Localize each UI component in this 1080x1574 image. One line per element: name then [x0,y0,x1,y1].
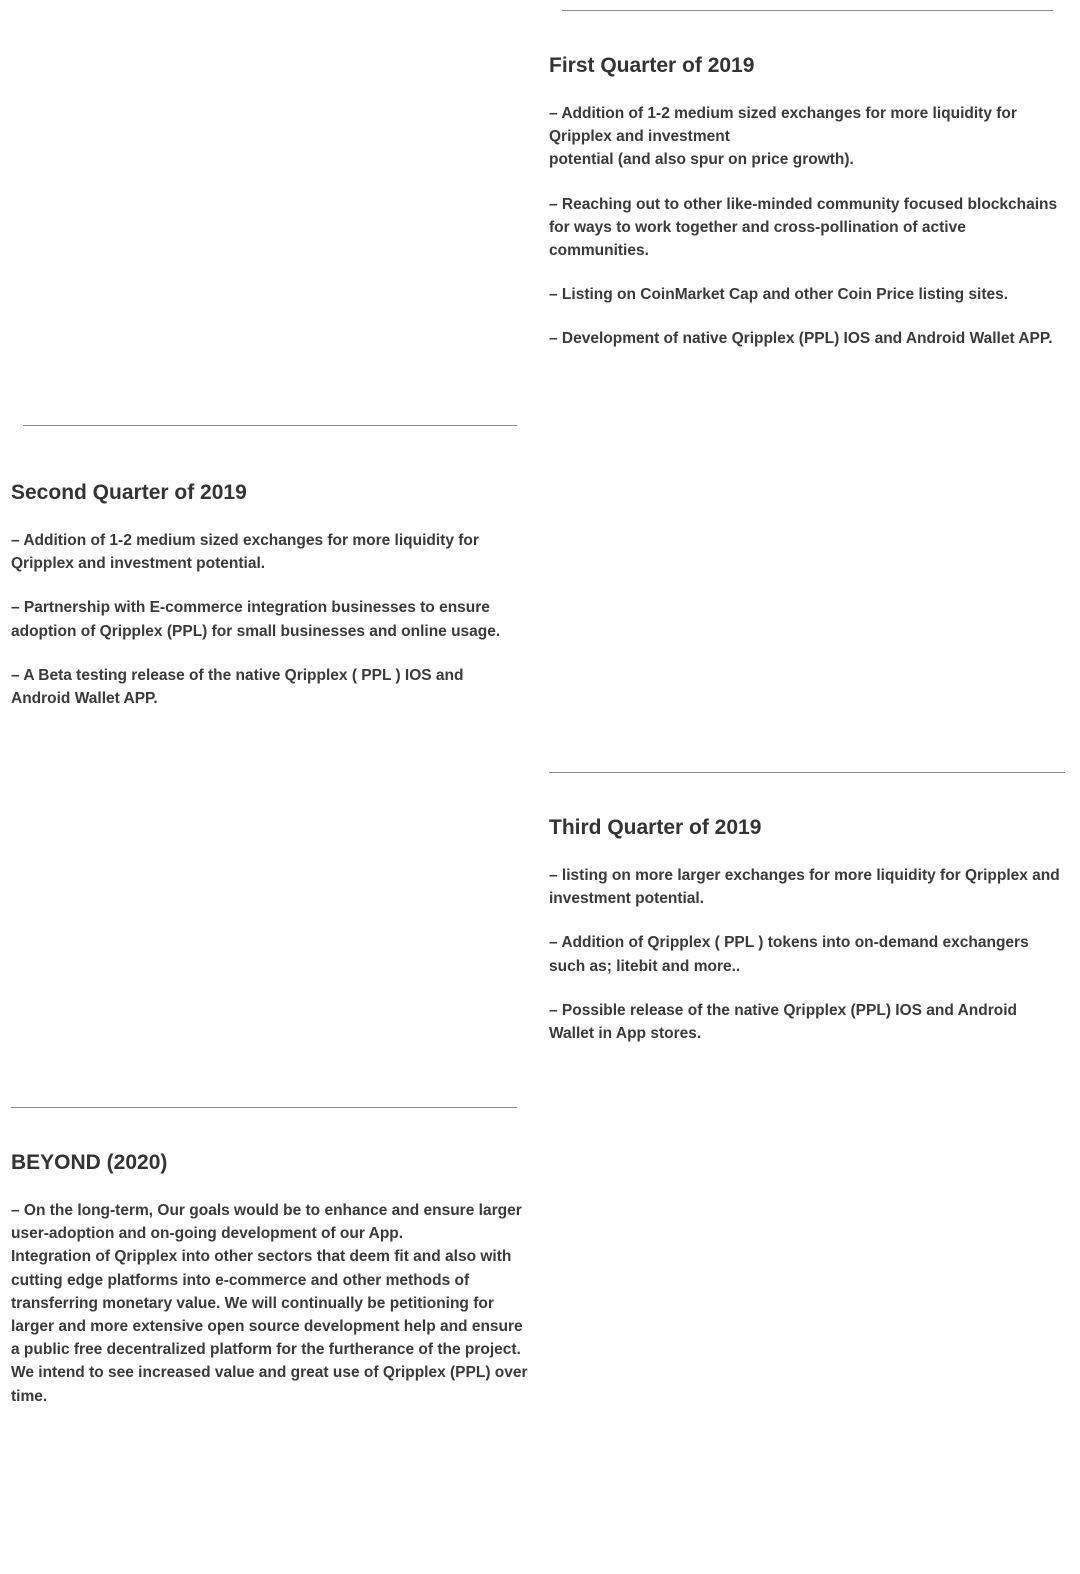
q2-item: – Partnership with E-commerce integration businesses to ensure adoption of Qripplex (PPL) for small businesses and online usage. [11,599,501,640]
q2-divider [23,425,517,426]
beyond-item: – On the long-term, Our goals would be to enhance and ensure larger user-adoption and on-going development of our App. Integration of Qripplex into other sectors that deem fit and also with cutting edge platforms into e-commerce and other methods of transferring monetary value. We will continually be petitioning for larger and more extensive open source development help and ensure a public free decentralized platform for the furtherance of the project. We intend to see increased value and great use of Qripplex (PPL) over time. [11,1202,528,1405]
q3-title: Third Quarter of 2019 [549,816,762,839]
q3-item: – Possible release of the native Qripplex (PPL) IOS and Android Wallet in App stores. [549,1001,1017,1043]
q1-item: – Development of native Qripplex (PPL) IOS and Android Wallet APP. [549,330,1053,348]
beyond-divider [11,1107,517,1108]
q2-item: – Addition of 1-2 medium sized exchanges for more liquidity for Qripplex and investment potential. [11,532,479,573]
q3-divider [549,772,1065,773]
beyond-section [11,1150,531,1408]
q2-title: Second Quarter of 2019 [11,481,247,504]
q1-item: – Listing on CoinMarket Cap and other Coin Price listing sites. [549,286,1009,304]
q1-item: – Addition of 1-2 medium sized exchanges for more liquidity for Qripplex and investment potential (and also spur on price growth). [549,105,1017,169]
q1-title: First Quarter of 2019 [549,54,755,77]
beyond-title: BEYOND (2020) [11,1151,168,1174]
q1-section [549,53,1069,351]
q2-section [11,480,531,710]
q3-item: – listing on more larger exchanges for more liquidity for Qripplex and investment potential. [549,867,1060,908]
q2-item: – A Beta testing release of the native Qripplex ( PPL ) IOS and Android Wallet APP. [11,666,464,708]
q3-item: – Addition of Qripplex ( PPL ) tokens into on-demand exchangers such as; litebit and more.. [549,934,1029,975]
q1-divider [562,10,1053,11]
q3-section [549,815,1069,1045]
q1-item: – Reaching out to other like-minded community focused blockchains for ways to work together and cross-pollination of active communities. [549,195,1058,260]
